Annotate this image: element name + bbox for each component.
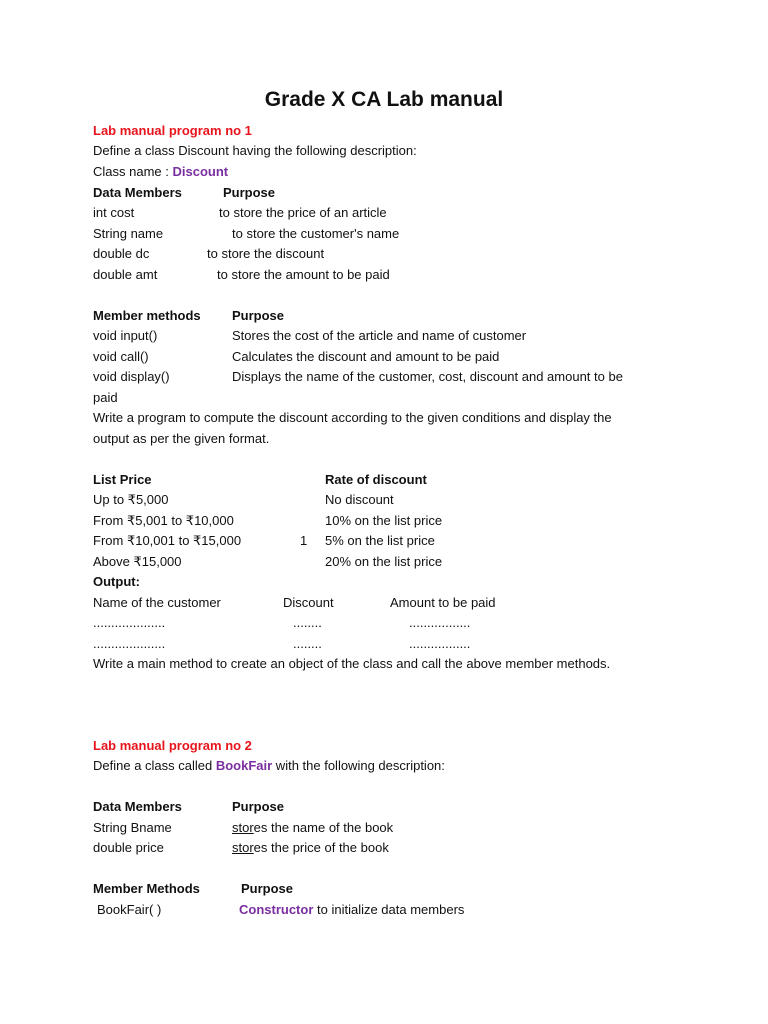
data-member-name: String Bname [93, 820, 172, 835]
main-method-text: Write a main method to create an object of the class and call the above member methods. [93, 656, 611, 671]
purpose-header: Purpose [223, 185, 276, 200]
data-member-row [93, 224, 400, 244]
method-name: void input() [93, 328, 158, 343]
methods-purpose-header: Purpose [241, 881, 294, 896]
data-member-name: double amt [93, 267, 158, 282]
program2-data-members-header-row [93, 797, 285, 817]
rate-value: 10% on the list price [325, 513, 443, 528]
data-member-row [93, 818, 394, 838]
rate-header: Rate of discount [325, 472, 427, 487]
rate-row [93, 531, 435, 551]
rate-row [93, 490, 394, 510]
rate-value: No discount [325, 492, 394, 507]
output-cell: ................. [409, 615, 471, 630]
purpose-rest: es the name of the book [253, 820, 394, 835]
constructor-name: BookFair( ) [97, 902, 162, 917]
method-name: void display() [93, 369, 170, 384]
output-cell: ........ [293, 636, 322, 651]
task-line: output as per the given format. [93, 431, 270, 446]
program2-heading: Lab manual program no 2 [93, 738, 252, 753]
output-header-amount: Amount to be paid [390, 595, 496, 610]
output-row [93, 613, 471, 633]
output-header-discount: Discount [283, 595, 334, 610]
data-member-purpose [232, 818, 393, 838]
rate-table-header [93, 470, 427, 490]
program1-class-line [93, 162, 228, 182]
data-member-purpose: to store the customer's name [232, 226, 400, 241]
method-purpose: Stores the cost of the article and name of customer [232, 328, 527, 343]
constructor-rest: to initialize data members [313, 902, 465, 917]
program1-heading: Lab manual program no 1 [93, 123, 252, 138]
output-cell: .................... [93, 615, 166, 630]
constructor-word: Constructor [239, 902, 314, 917]
list-price: Above ₹15,000 [93, 554, 182, 569]
rate-value: 5% on the list price [325, 533, 435, 548]
data-members-header: Data Members [93, 799, 182, 814]
output-label: Output: [93, 574, 140, 589]
program2-methods-header-row [93, 879, 294, 899]
underlined-text: stor [232, 840, 254, 855]
output-header-name: Name of the customer [93, 595, 221, 610]
methods-purpose-header: Purpose [232, 308, 285, 323]
data-member-purpose [232, 838, 389, 858]
list-price: From ₹10,001 to ₹15,000 [93, 533, 242, 548]
list-price-header: List Price [93, 472, 152, 487]
constructor-purpose [239, 900, 464, 920]
task-line: Write a program to compute the discount according to the given conditions and display the [93, 410, 612, 425]
data-member-row [93, 203, 387, 223]
method-row [93, 367, 623, 387]
program1-intro: Define a class Discount having the following description: [93, 143, 417, 158]
methods-header: Member methods [93, 308, 201, 323]
purpose-rest: es the price of the book [253, 840, 389, 855]
purpose-header: Purpose [232, 799, 285, 814]
rate-marker: 1 [300, 533, 308, 548]
output-cell: .................... [93, 636, 166, 651]
data-member-row [93, 838, 389, 858]
output-cell: ................. [409, 636, 471, 651]
data-member-purpose: to store the amount to be paid [217, 267, 390, 282]
data-member-purpose: to store the price of an article [219, 205, 387, 220]
program2-class-name: BookFair [215, 758, 273, 773]
class-name: Discount [172, 164, 229, 179]
document-title: Grade X CA Lab manual [264, 88, 504, 111]
rate-row [93, 552, 443, 572]
underlined-text: stor [232, 820, 254, 835]
data-member-purpose: to store the discount [207, 246, 325, 261]
list-price: From ₹5,001 to ₹10,000 [93, 513, 234, 528]
data-members-header: Data Members [93, 185, 182, 200]
data-member-name: double price [93, 840, 164, 855]
program2-intro [93, 756, 445, 776]
methods-header-row [93, 306, 285, 326]
data-members-header-row [93, 183, 276, 203]
method-purpose: Calculates the discount and amount to be paid [232, 349, 500, 364]
method-row [93, 326, 527, 346]
method-purpose: Displays the name of the customer, cost, discount and amount to be [232, 369, 623, 384]
class-label: Class name : [93, 164, 173, 179]
data-member-row [93, 265, 390, 285]
method-name: void call() [93, 349, 149, 364]
rate-row [93, 511, 443, 531]
data-member-name: int cost [93, 205, 135, 220]
output-cell: ........ [293, 615, 322, 630]
program2-intro-prefix: Define a class called [93, 758, 216, 773]
constructor-row [93, 900, 465, 920]
data-member-name: double dc [93, 246, 150, 261]
output-row [93, 634, 471, 654]
method-row [93, 347, 500, 367]
data-member-row [93, 244, 325, 264]
methods-header: Member Methods [93, 881, 200, 896]
list-price: Up to ₹5,000 [93, 492, 169, 507]
program2-intro-suffix: with the following description: [272, 758, 445, 773]
output-header-row [93, 593, 496, 613]
method-wrap-text: paid [93, 390, 118, 405]
data-member-name: String name [93, 226, 164, 241]
rate-value: 20% on the list price [325, 554, 443, 569]
